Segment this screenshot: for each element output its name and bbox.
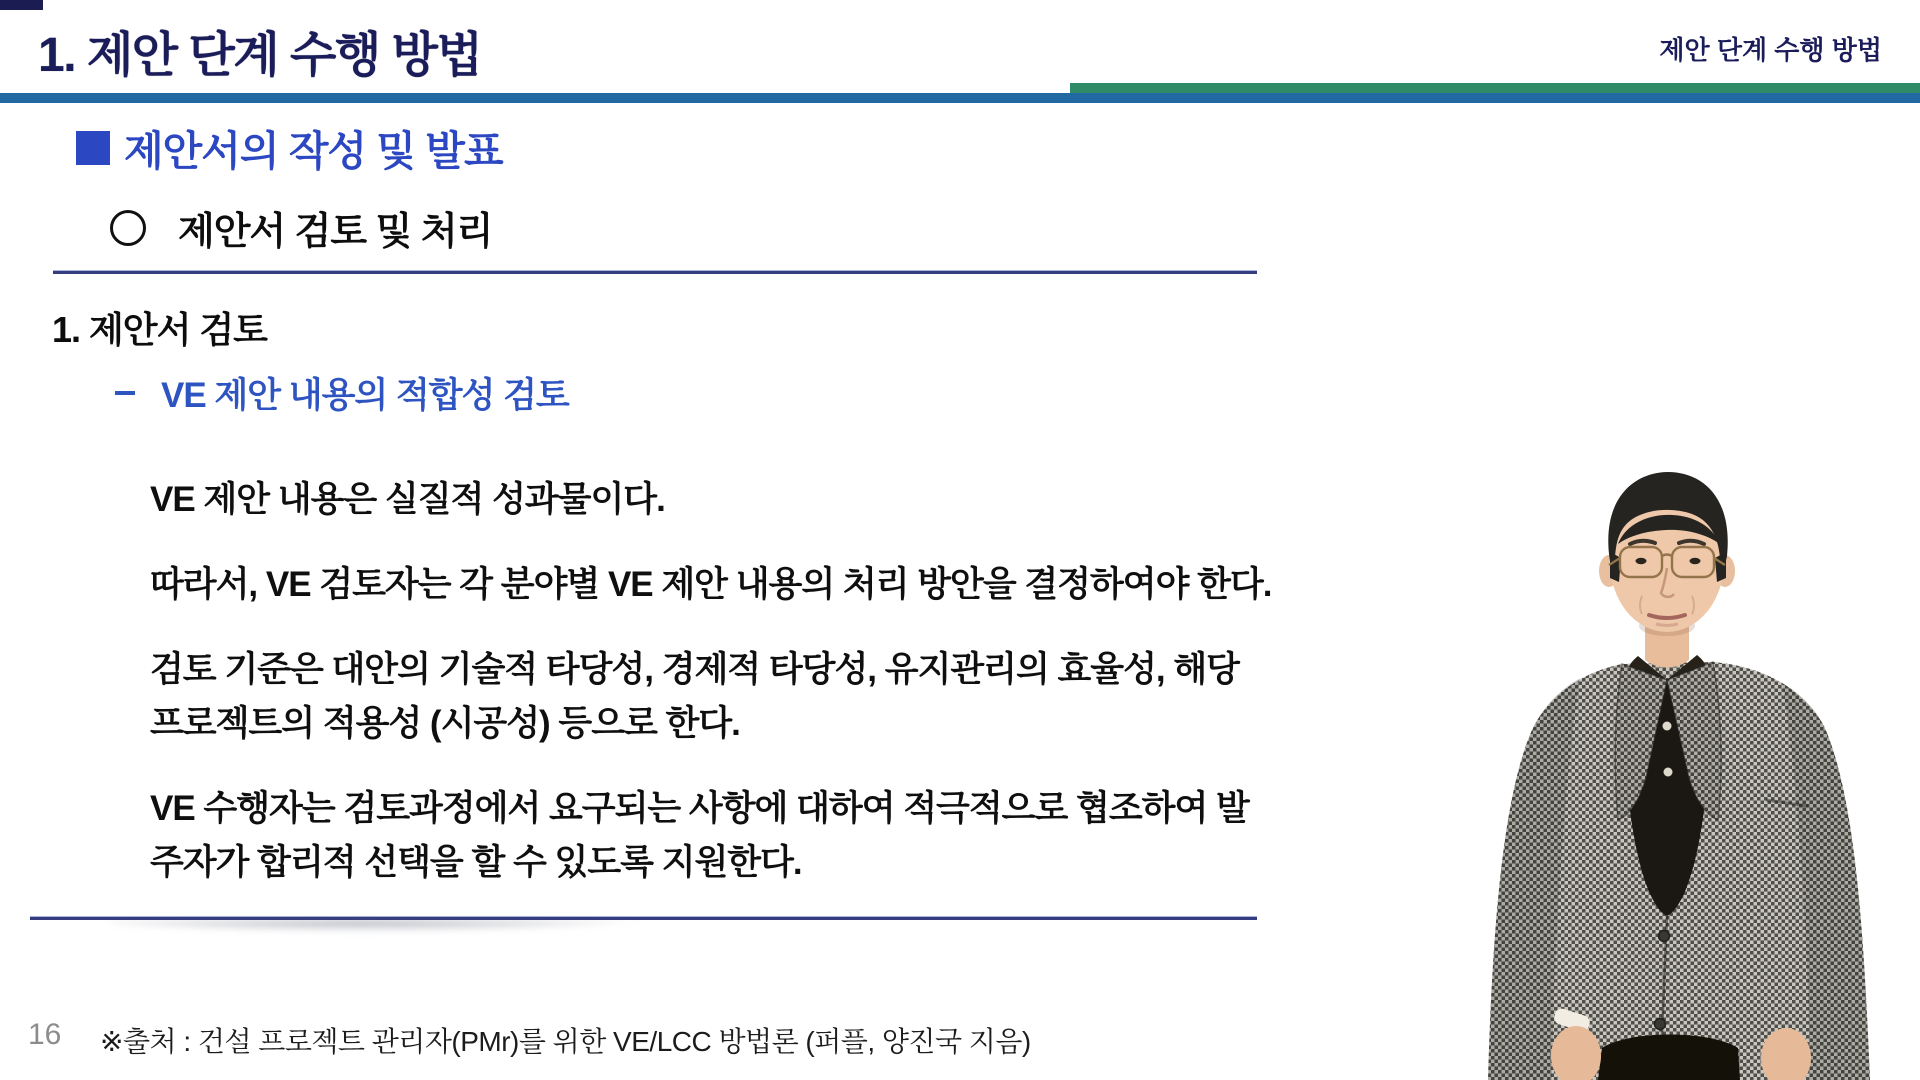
source-note: ※출처 : 건설 프로젝트 관리자(PMr)를 위한 VE/LCC 방법론 (퍼플, 양진국 지음)	[100, 1026, 1031, 1057]
dash-heading-row	[115, 368, 569, 418]
content-divider-top	[53, 270, 1257, 274]
paragraph-line: VE 제안 내용은 실질적 성과물이다.	[150, 480, 665, 519]
presenter-photo	[1470, 468, 1920, 1080]
paragraph-line: 검토 기준은 대안의 기술적 타당성, 경제적 타당성, 유지관리의 효율성, 해당	[150, 650, 1239, 689]
header-right-label: 제안 단계 수행 방법	[1659, 35, 1882, 65]
corner-notch	[0, 0, 43, 10]
paragraph-line: 따라서, VE 검토자는 각 분야별 VE 제안 내용의 처리 방안을 결정하여야 한다.	[150, 565, 1272, 604]
numbered-heading: 1. 제안서 검토	[52, 309, 267, 350]
header-underline	[0, 93, 1920, 103]
paragraph-line: 프로젝트의 적용성 (시공성) 등으로 한다.	[150, 704, 740, 743]
divider-shadow	[110, 920, 770, 938]
subsection-heading: 제안서 검토 및 처리	[178, 211, 493, 253]
circle-bullet-icon	[110, 210, 146, 246]
dash-bullet-icon	[115, 391, 135, 395]
subsection-heading-row	[110, 200, 492, 255]
slide-title: 1. 제안 단계 수행 방법	[38, 29, 482, 82]
paragraph-line: VE 수행자는 검토과정에서 요구되는 사항에 대하여 적극적으로 협조하여 발	[150, 789, 1249, 828]
dash-heading-text: VE 제안 내용의 적합성 검토	[161, 376, 569, 415]
square-bullet-icon	[76, 131, 110, 165]
paragraph-line: 주자가 합리적 선택을 할 수 있도록 지원한다.	[150, 843, 802, 882]
page-number: 16	[28, 1018, 62, 1051]
header-green-bar	[1070, 83, 1920, 93]
section-heading-row	[76, 118, 503, 177]
section-heading: 제안서의 작성 및 발표	[124, 128, 503, 174]
